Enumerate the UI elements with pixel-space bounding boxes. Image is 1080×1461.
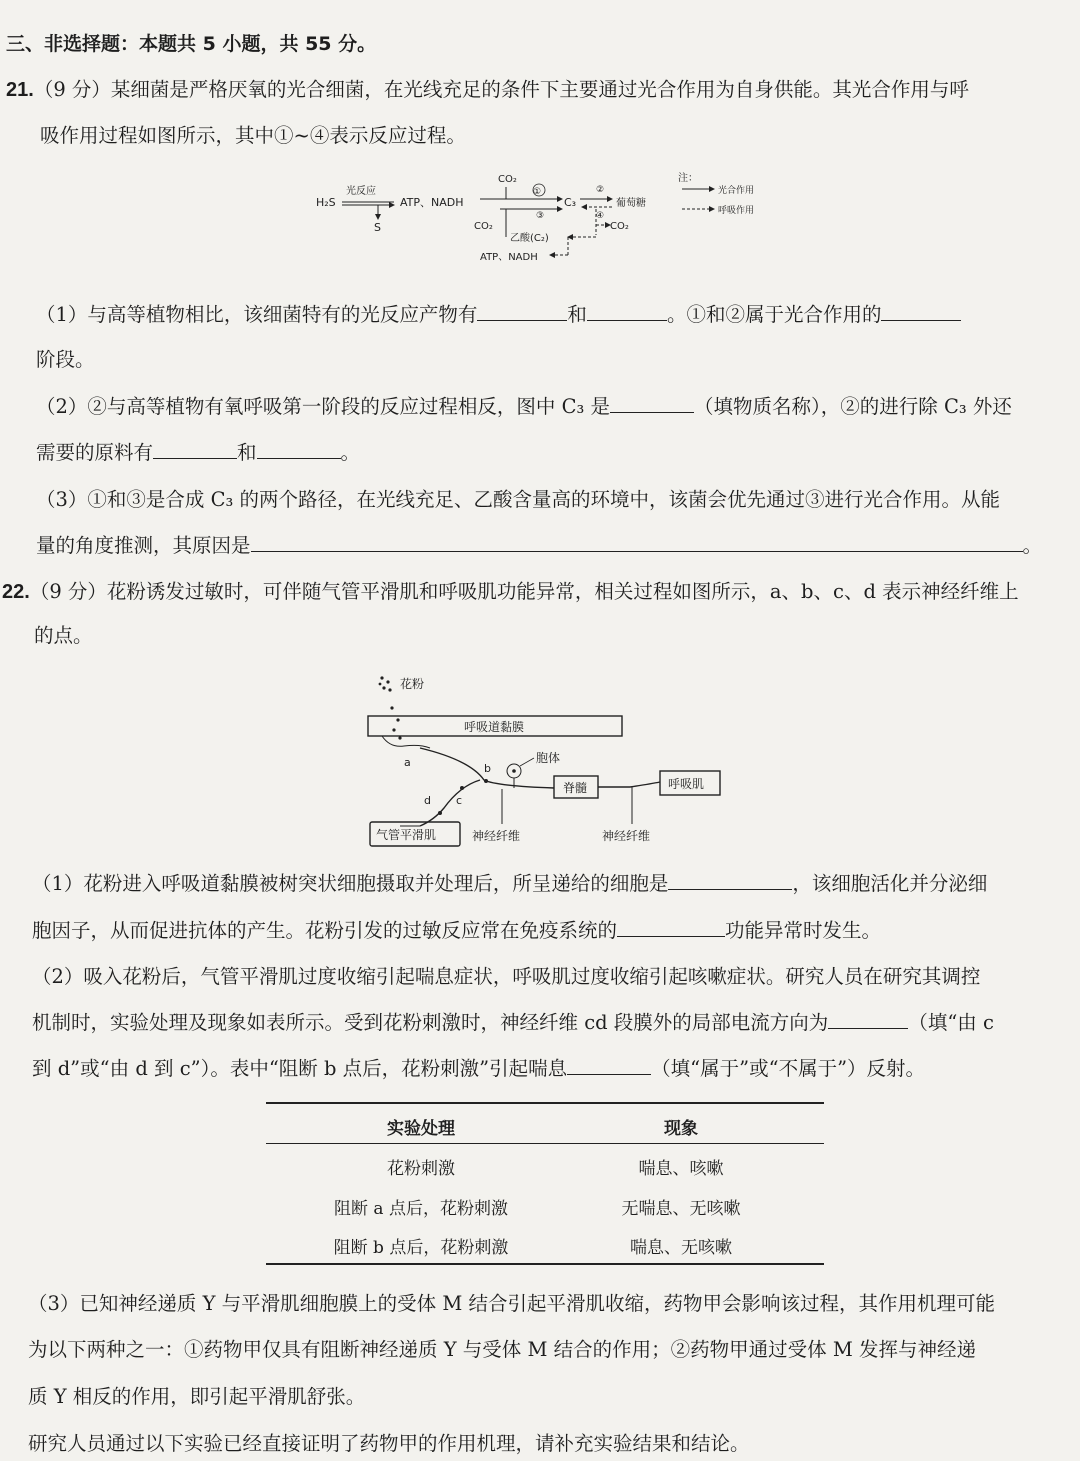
nerve-fiber-label-2: 神经纤维 [602, 829, 651, 843]
nerve-fiber-label-1: 神经纤维 [472, 829, 521, 843]
resp-muscle-label: 呼吸肌 [668, 777, 705, 791]
q21-blank-1[interactable] [477, 302, 567, 321]
acetate-label: 乙酸(C₂) [510, 233, 549, 244]
q21-p3-line2: 量的角度推测，其原因是 。 [36, 534, 1043, 557]
pollen-label: 花粉 [400, 677, 425, 691]
q22-blank-1[interactable] [668, 871, 792, 890]
q22-p2-line3: 到 d”或“由 d 到 c”）。表中“阻断 b 点后，花粉刺激”引起喘息 （填“属于”或“不属于”）反射。 [32, 1057, 926, 1080]
q21-p2-line1: （2）②与高等植物有氧呼吸第一阶段的反应过程相反，图中 C₃ 是 （填物质名称），②的进行除 C₃ 外还 [36, 395, 1012, 418]
q22-p2-line2: 机制时，实验处理及现象如表所示。受到花粉刺激时，神经纤维 cd 段膜外的局部电流方向为 （填“由 c [32, 1011, 994, 1034]
step-4: ④ [596, 211, 605, 221]
section-header: 三、非选择题：本题共 5 小题，共 55 分。 [6, 33, 377, 55]
co2-top: CO₂ [498, 174, 517, 185]
q21-pathway-diagram [310, 165, 790, 270]
q22-p3-line3: 质 Y 相反的作用，即引起平滑肌舒张。 [28, 1385, 366, 1408]
q21-blank-3[interactable] [881, 302, 961, 321]
q22-reflex-diagram [360, 668, 740, 854]
table-header-treatment: 实验处理 [387, 1119, 455, 1139]
q22-blank-2[interactable] [617, 918, 725, 937]
atp-nadh-top: ATP、NADH [400, 196, 464, 209]
table-row: 阻断 b 点后，花粉刺激 [333, 1238, 509, 1258]
q22-p3-line1: （3）已知神经递质 Y 与平滑肌细胞膜上的受体 M 结合引起平滑肌收缩，药物甲会影响该过程，其作用机理可能 [28, 1292, 996, 1315]
note-label: 注： [678, 173, 698, 184]
q22-p2-line1: （2）吸入花粉后，气管平滑肌过度收缩引起喘息症状，呼吸肌过度收缩引起咳嗽症状。研究人员在研究其调控 [32, 965, 981, 988]
q22-stem-line2: 的点。 [34, 624, 93, 647]
q22-p1-line2: 胞因子，从而促进抗体的产生。花粉引发的过敏反应常在免疫系统的 功能异常时发生。 [32, 919, 882, 942]
point-d: d [424, 794, 431, 807]
q21-blank-5[interactable] [153, 440, 237, 459]
table-row: 喘息、无咳嗽 [630, 1238, 732, 1258]
glucose-label: 葡萄糖 [616, 198, 646, 209]
q21-blank-6[interactable] [257, 440, 341, 459]
trachea-muscle-label: 气管平滑肌 [376, 828, 437, 842]
atp-nadh-bottom: ATP、NADH [480, 252, 538, 263]
q21-stem-line2: 吸作用过程如图所示，其中①~④表示反应过程。 [40, 124, 466, 147]
q22-stem-line1: 22.（9 分）花粉诱发过敏时，可伴随气管平滑肌和呼吸肌功能异常，相关过程如图所示，a、b、c、d 表示神经纤维上 [2, 580, 1019, 603]
step-3: ③ [536, 211, 545, 221]
q21-blank-4[interactable] [610, 394, 694, 413]
q22-p4-line1: 研究人员通过以下实验已经直接证明了药物甲的作用机理，请补充实验结果和结论。 [28, 1432, 750, 1455]
h2s-label: H₂S [316, 196, 336, 209]
q21-stem-line1 [6, 76, 969, 104]
step-1: ① [533, 187, 542, 197]
q21-blank-7[interactable] [251, 533, 1023, 552]
spinal-cord-label: 脊髓 [563, 781, 588, 795]
table-row: 花粉刺激 [387, 1159, 455, 1179]
q21-p2-line2: 需要的原料有 和 。 [36, 441, 361, 464]
table-row: 喘息、咳嗽 [638, 1159, 724, 1179]
q22-p3-line2: 为以下两种之一：①药物甲仅具有阻断神经递质 Y 与受体 M 结合的作用；②药物甲通过受体 M 发挥与神经递 [28, 1338, 976, 1361]
q21-p1-line2: 阶段。 [36, 348, 95, 371]
q21-number: 21. [6, 79, 34, 101]
table-header-phenomenon: 现象 [664, 1119, 698, 1139]
table-row: 阻断 a 点后，花粉刺激 [334, 1199, 508, 1219]
q22-number: 22. [2, 581, 30, 603]
sulfur-label: S [374, 221, 381, 234]
q21-p1-line1: （1）与高等植物相比，该细菌特有的光反应产物有 和 。①和②属于光合作用的 [36, 301, 961, 329]
legend-photosynthesis: 光合作用 [718, 186, 755, 196]
q21-blank-2[interactable] [587, 302, 667, 321]
mucosa-label: 呼吸道黏膜 [464, 720, 525, 734]
co2-right: CO₂ [610, 221, 629, 232]
legend-respiration: 呼吸作用 [718, 206, 755, 216]
q21-stem-text1: （9 分）某细菌是严格厌氧的光合细菌，在光线充足的条件下主要通过光合作用为自身供能。其光合作用与呼 [33, 78, 969, 101]
point-b: b [484, 762, 491, 775]
q22-blank-4[interactable] [567, 1056, 651, 1075]
step-2: ② [596, 185, 605, 195]
q21-p3-line1: （3）①和③是合成 C₃ 的两个路径，在光线充足、乙酸含量高的环境中，该菌会优先通过③进行光合作用。从能 [36, 488, 1001, 511]
c3-label: C₃ [564, 196, 577, 209]
table-row: 无喘息、无咳嗽 [621, 1199, 741, 1219]
q22-blank-3[interactable] [828, 1010, 908, 1029]
light-reaction-label: 光反应 [346, 186, 376, 197]
co2-left: CO₂ [474, 221, 493, 232]
point-c: c [456, 794, 463, 807]
q22-p1-line1: （1）花粉进入呼吸道黏膜被树突状细胞摄取并处理后，所呈递给的细胞是 ，该细胞活化并分泌细 [32, 872, 988, 895]
cell-body-label: 胞体 [536, 751, 561, 765]
point-a: a [404, 756, 411, 769]
